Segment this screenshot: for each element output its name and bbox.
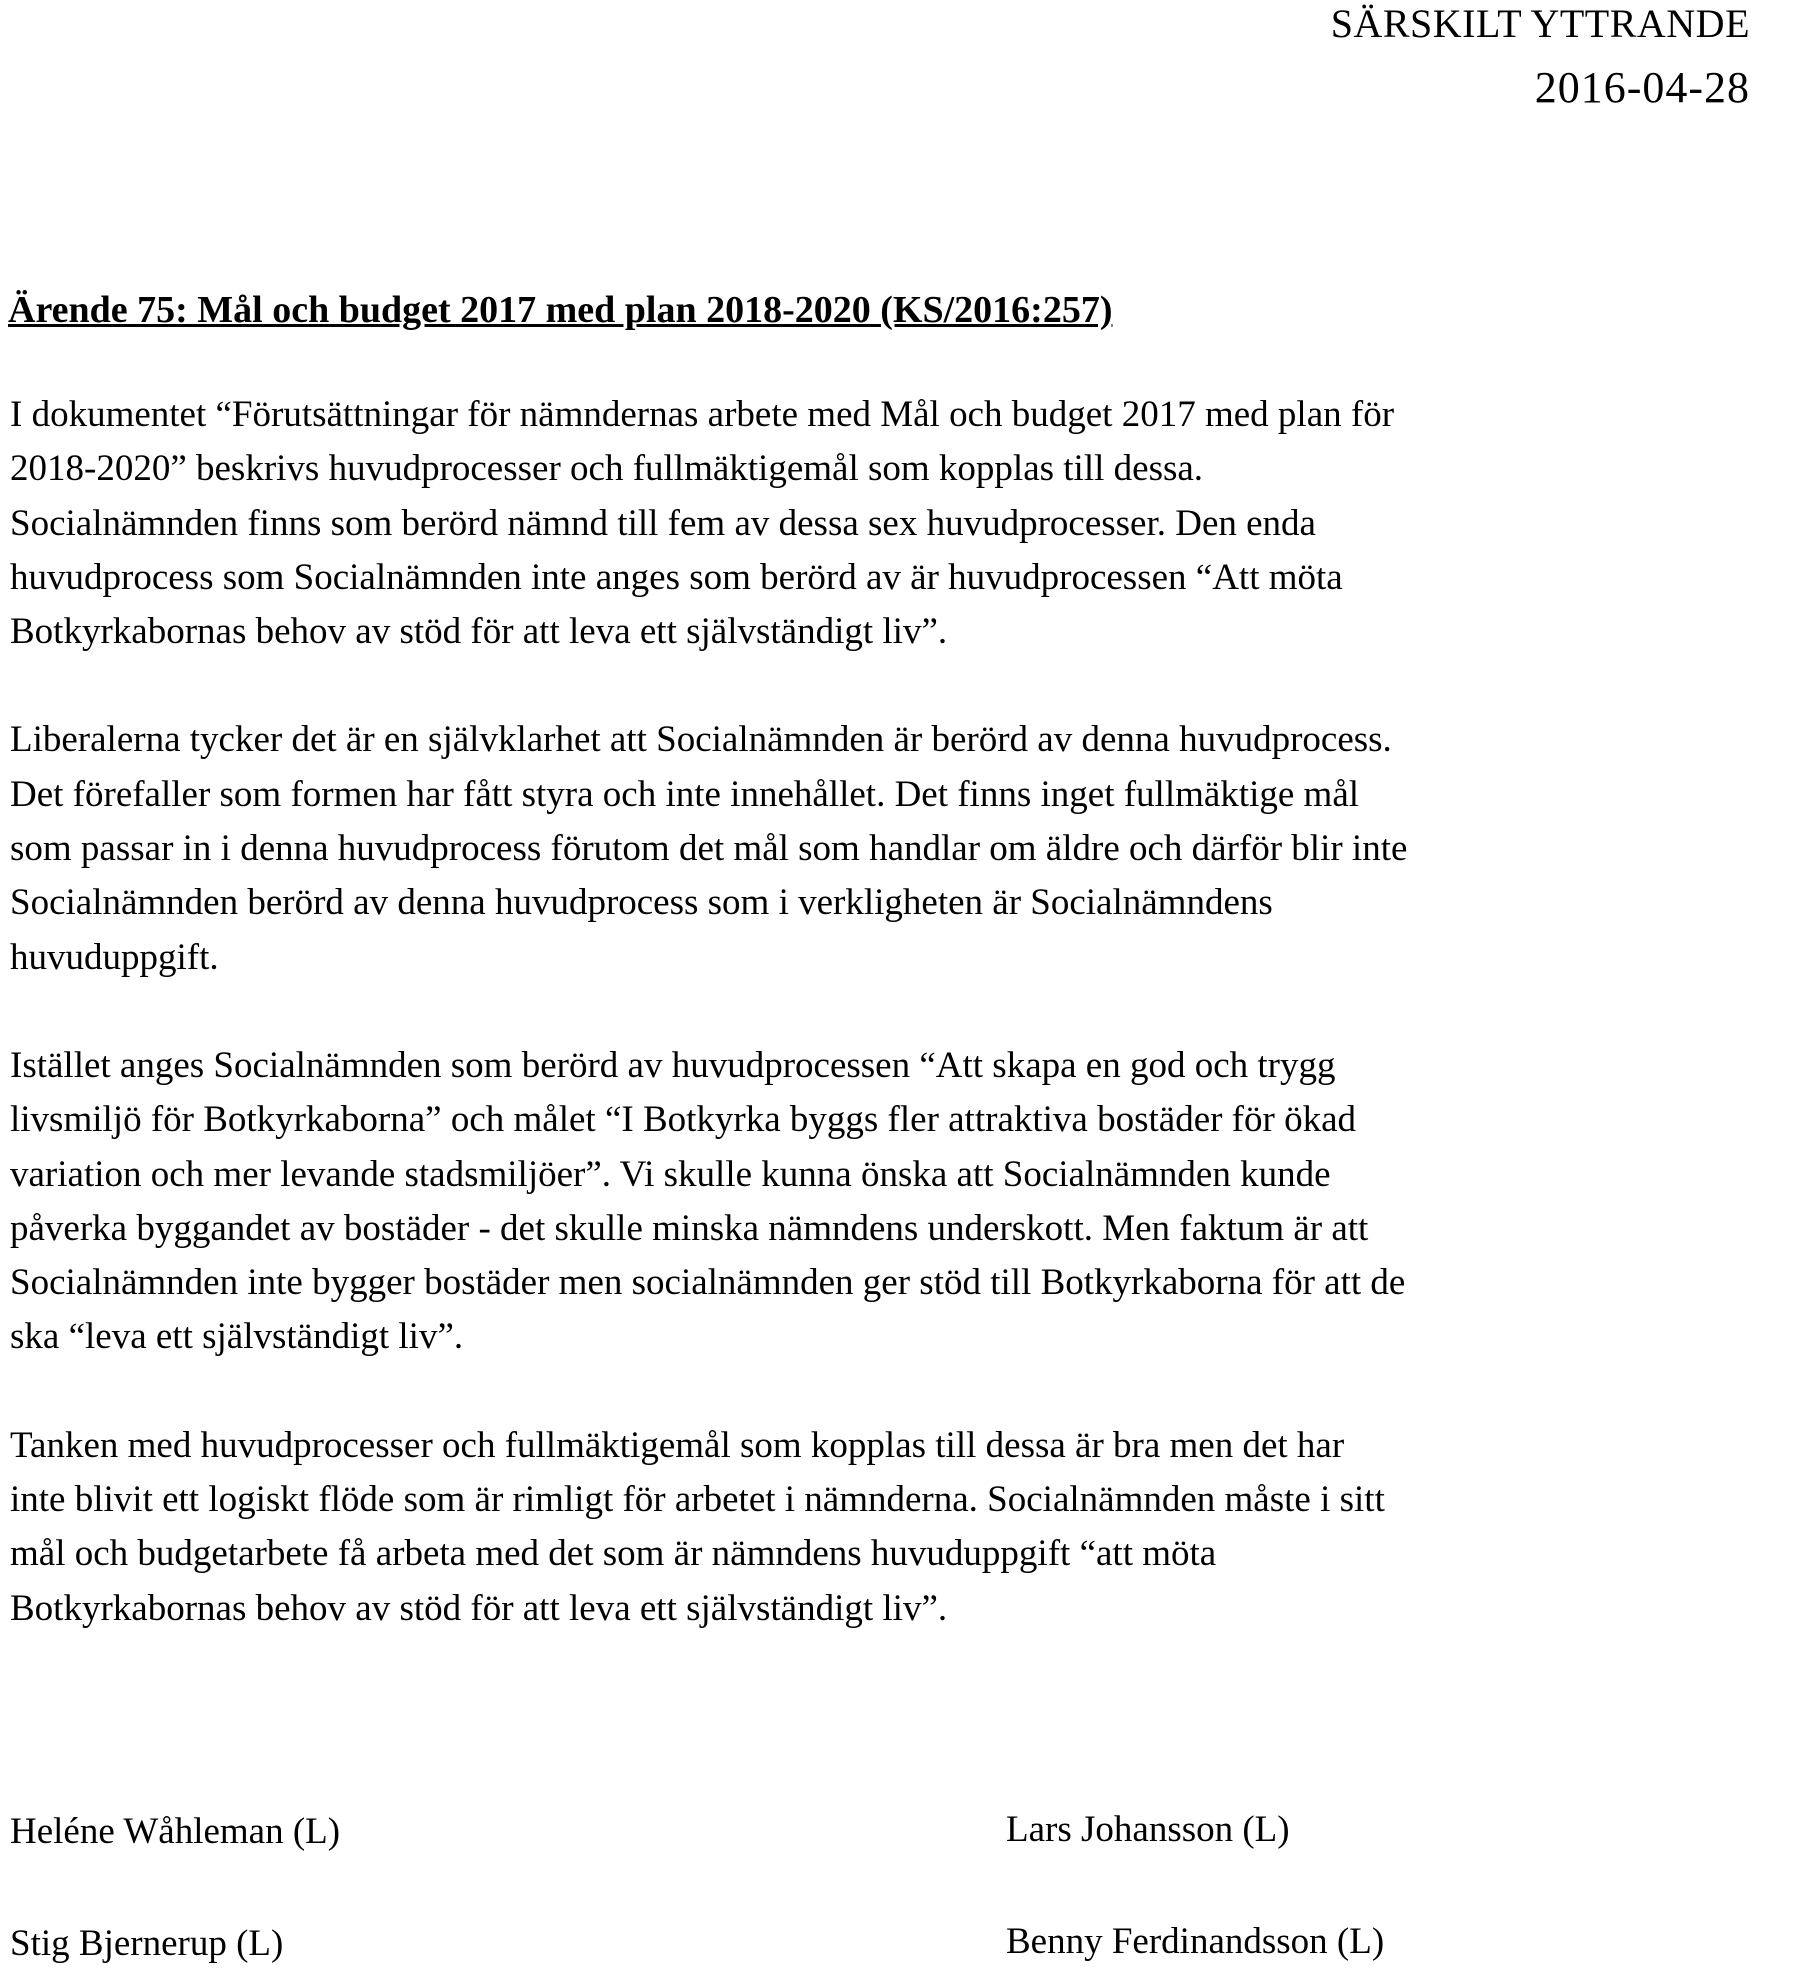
document-date: 2016-04-28 [1534,63,1750,112]
signatory-name: Heléne Wåhleman (L) [10,1811,341,1852]
paragraph: Liberalerna tycker det är en självklarhet att Socialnämnden är berörd av denna huvudprocess. Det förefaller som formen har fått styra och inte innehållet. Det finns inget fullmäktige mål som passar in i denna huvudprocess förutom det mål som handlar om äldre och därför blir inte Socialnämnden berörd av denna huvudprocess som i verkligheten är Socialnämndens huvuduppgift. [10,719,1408,978]
signatory-name: Lars Johansson (L) [1006,1809,1290,1850]
document-body [10,388,1790,1690]
document-type: SÄRSKILT YTTRANDE [1330,1,1750,46]
signatory-name: Benny Ferdinandsson (L) [1006,1921,1385,1962]
signatory-name: Stig Bjernerup (L) [10,1923,284,1964]
document-header [1190,0,1750,116]
paragraph: I dokumentet “Förutsättningar för nämndernas arbete med Mål och budget 2017 med plan för 2018-2020” beskrivs huvudprocesser och fullmäktigemål som kopplas till dessa. Socialnämnden finns som berörd nämnd till fem av dessa sex huvudprocesser. Den enda huvudprocess som Socialnämnden inte anges som berörd av är huvudprocessen “Att möta Botkyrkabornas behov av stöd för att leva ett självständigt liv”. [10,394,1395,653]
paragraph: Tanken med huvudprocesser och fullmäktigemål som kopplas till dessa är bra men det har inte blivit ett logiskt flöde som är rimligt för arbetet i nämnderna. Socialnämnden måste i sitt mål och budgetarbete få arbeta med det som är nämndens huvuduppgift “att möta Botkyrkabornas behov av stöd för att leva ett självständigt liv”. [10,1424,1385,1629]
paragraph: Istället anges Socialnämnden som berörd av huvudprocessen “Att skapa en god och trygg livsmiljö för Botkyrkaborna” och målet “I Botkyrka byggs fler attraktiva bostäder för ökad variation och mer levande stadsmiljöer”. Vi skulle kunna önska att Socialnämnden kunde påverka byggandet av bostäder - det skulle minska nämndens underskott. Men faktum är att Socialnämnden inte bygger bostäder men socialnämnden ger stöd till Botkyrkaborna för att de ska “leva ett självständigt liv”. [10,1044,1406,1358]
document-title: Ärende 75: Mål och budget 2017 med plan 2018-2020 (KS/2016:257) [8,289,1113,331]
